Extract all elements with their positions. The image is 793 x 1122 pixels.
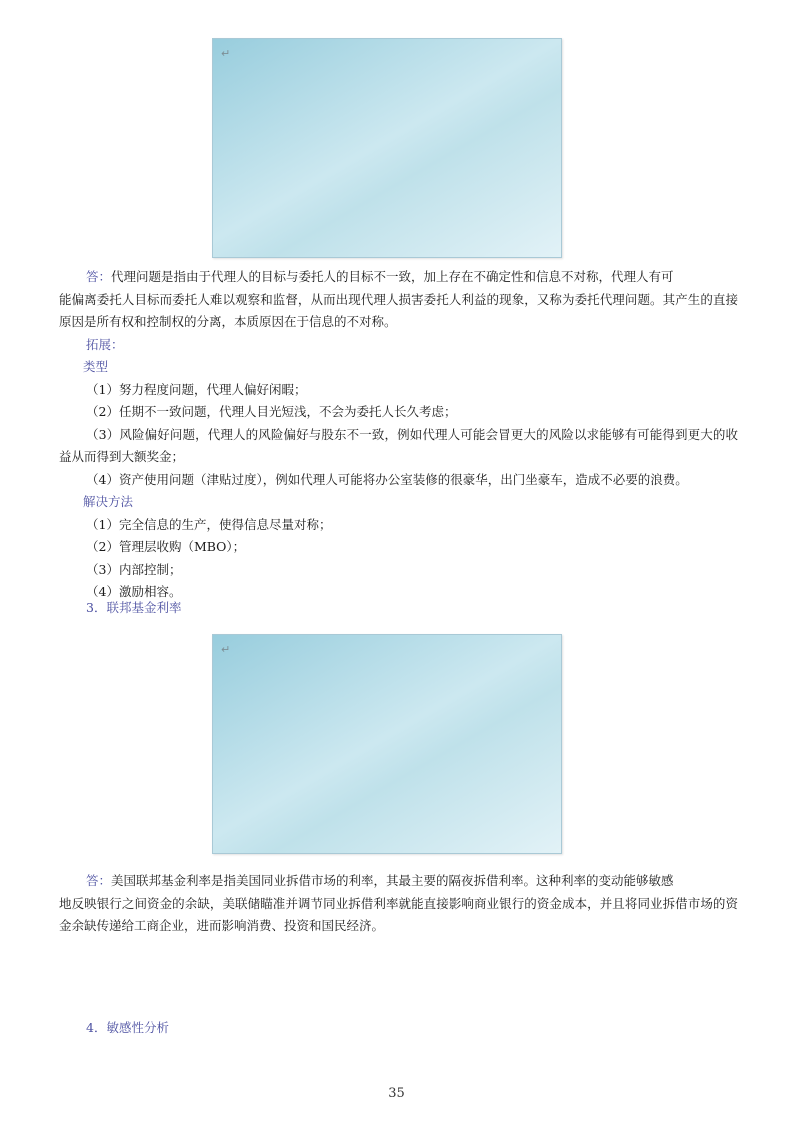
answer-label: 答： xyxy=(86,269,112,284)
type-item-2: （2）任期不一致问题，代理人目光短浅，不会为委托人长久考虑； xyxy=(86,404,457,419)
image-placeholder-1 xyxy=(212,38,562,258)
type-item-1: （1）努力程度问题，代理人偏好闲暇； xyxy=(86,381,307,397)
type-item-4: （4）资产使用问题（津贴过度），例如代理人可能将办公室装修的很豪华，出门坐豪车，造成不必要的浪费。 xyxy=(86,471,688,487)
fed-answer-label: 答： xyxy=(86,873,112,888)
image-placeholder-2 xyxy=(212,634,562,854)
fed-answer-line-1 xyxy=(86,870,738,893)
return-mark-icon: ↵ xyxy=(221,643,231,656)
page-number: 35 xyxy=(388,1086,405,1101)
section-4-heading: 4．敏感性分析 xyxy=(86,1020,169,1035)
fed-answer-text-l1: 美国联邦基金利率是指美国同业拆借市场的利率，其最主要的隔夜拆借利率。这种利率的变动能够敏感 xyxy=(111,873,674,888)
solution-item-2: （2）管理层收购（MBO）； xyxy=(86,539,246,554)
answer-line-1 xyxy=(86,266,738,289)
agency-problem-block xyxy=(59,266,738,604)
answer-text-l1: 代理问题是指由于代理人的目标与委托人的目标不一致，加上存在不确定性和信息不对称，代理人有可 xyxy=(111,269,674,284)
fed-answer-text-rest: 地反映银行之间资金的余缺，美联储瞄准并调节同业拆借利率就能直接影响商业银行的资金成本，并且将同业拆借市场的资金余缺传递给工商企业，进而影响消费、投资和国民经济。 xyxy=(59,895,738,933)
solutions-label: 解决方法 xyxy=(83,494,134,509)
expand-label: 拓展： xyxy=(86,336,124,352)
return-mark-icon: ↵ xyxy=(221,47,231,60)
types-label: 类型 xyxy=(83,359,109,374)
answer-text-rest: 能偏离委托人目标而委托人难以观察和监督，从而出现代理人损害委托人利益的现象，又称为委托代理问题。其产生的直接原因是所有权和控制权的分离，本质原因在于信息的不对称。 xyxy=(59,291,738,329)
solution-item-3: （3）内部控制； xyxy=(86,561,182,577)
solution-item-1: （1）完全信息的生产，使得信息尽量对称； xyxy=(86,516,332,532)
solution-item-4: （4）激励相容。 xyxy=(86,584,182,599)
fed-funds-rate-block xyxy=(59,870,738,938)
type-item-3: （3）风险偏好问题，代理人的风险偏好与股东不一致，例如代理人可能会冒更大的风险以求能够有可能得到更大的收益从而得到大额奖金； xyxy=(59,426,738,464)
section-3-heading: 3．联邦基金利率 xyxy=(86,600,182,615)
